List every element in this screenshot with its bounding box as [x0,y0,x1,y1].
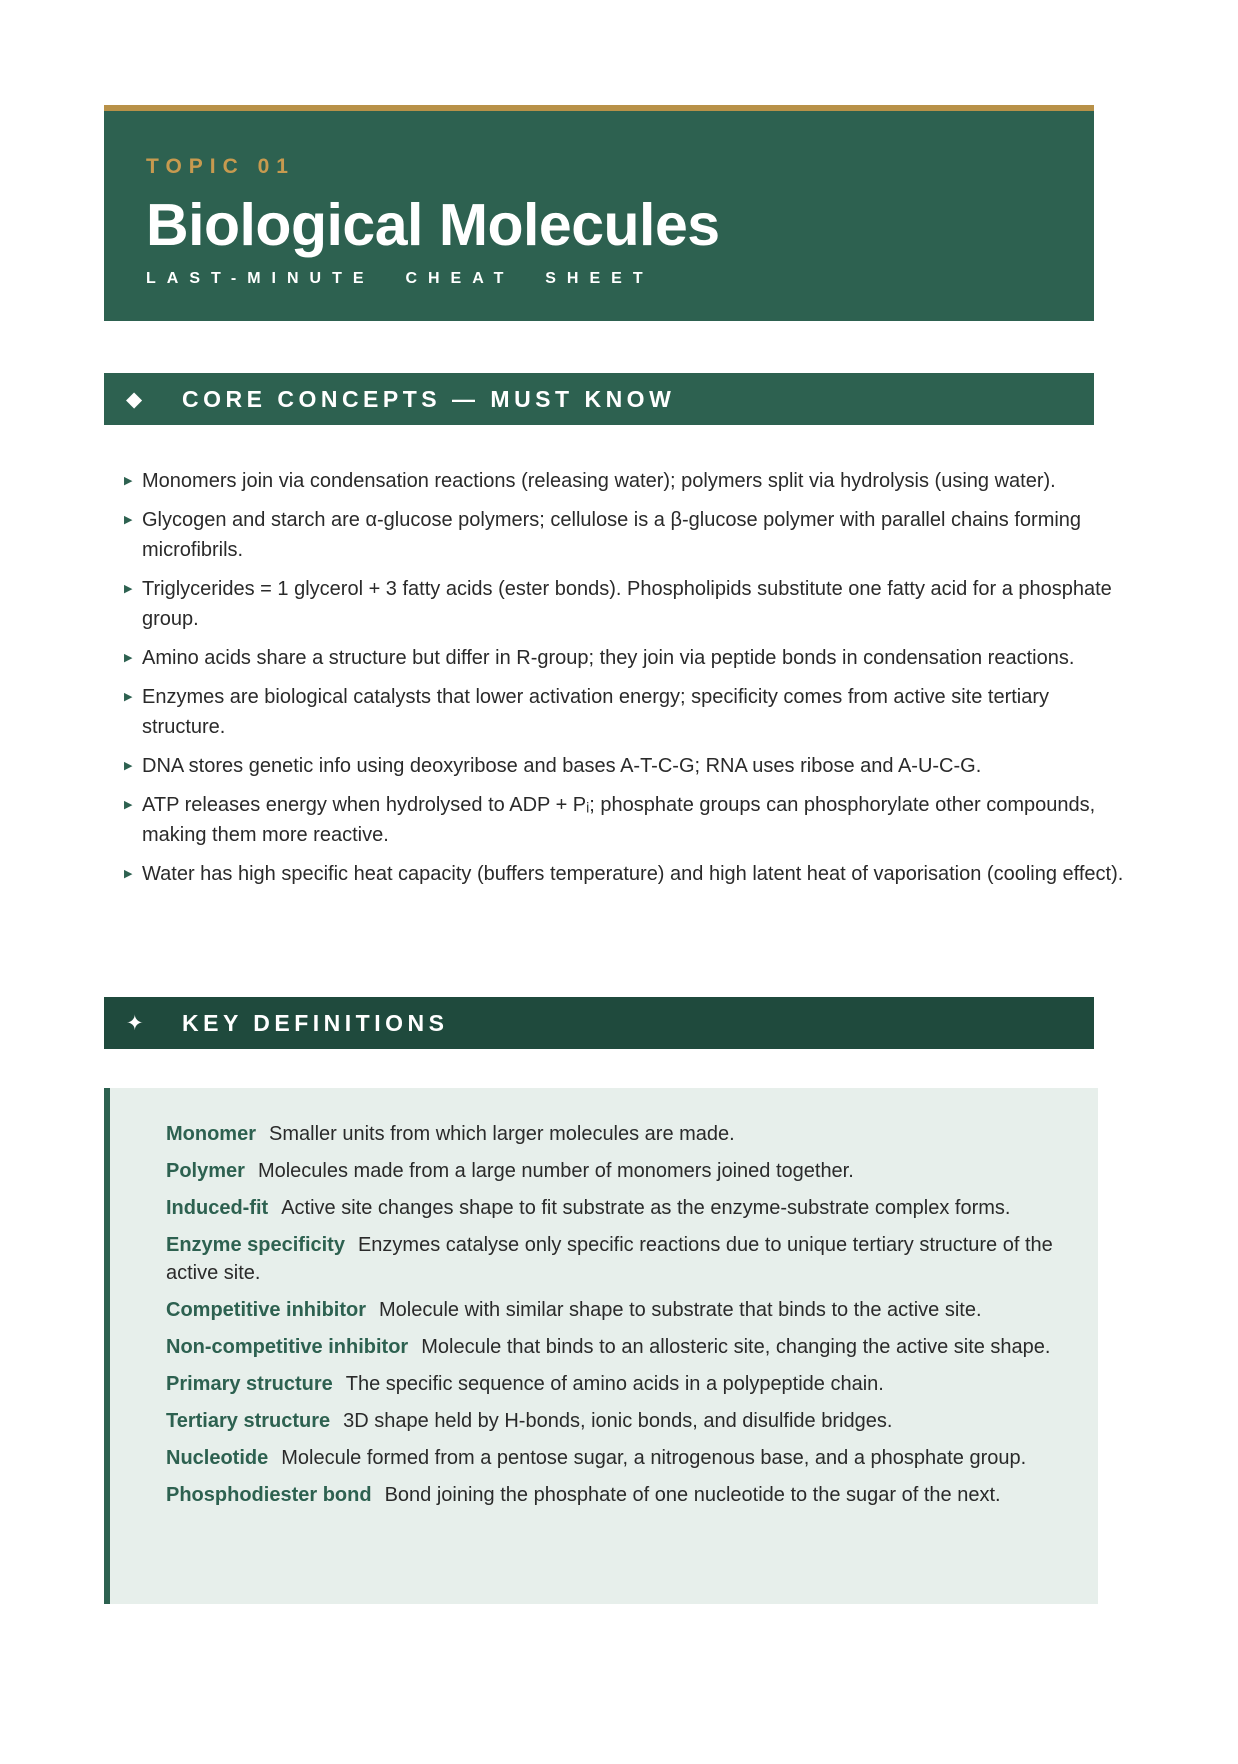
definition-text: Molecule that binds to an allosteric site, changing the active site shape. [421,1336,1051,1358]
definitions-list [166,1120,1066,1518]
definition-item [166,1370,1066,1398]
diamond-icon: ◆ [126,387,143,411]
concept-text: DNA stores genetic info using deoxyribose and bases A-T-C-G; RNA uses ribose and A-U-C-G. [142,755,982,777]
triangle-bullet-icon: ▶ [124,798,133,811]
definition-text: Molecules made from a large number of monomers joined together. [257,1160,854,1182]
definition-item [166,1481,1066,1509]
page-subtitle: LAST-MINUTE CHEAT SHEET [146,270,654,287]
concept-item [120,643,1130,673]
definition-text: Smaller units from which larger molecules are made. [269,1123,735,1145]
definition-term: Induced-fit [166,1197,269,1219]
triangle-bullet-icon: ▶ [124,651,133,664]
definition-text: Molecule formed from a pentose sugar, a nitrogenous base, and a phosphate group. [281,1447,1027,1469]
concept-text: Monomers join via condensation reactions (releasing water); polymers split via hydrolysis (using water). [142,470,1056,492]
definition-term: Competitive inhibitor [166,1299,366,1321]
concept-item [120,505,1130,565]
triangle-bullet-icon: ▶ [124,474,133,487]
definition-text: Molecule with similar shape to substrate that binds to the active site. [379,1299,982,1321]
definition-text: Active site changes shape to fit substrate as the enzyme-substrate complex forms. [281,1197,1011,1219]
definition-term: Enzyme specificity [166,1234,345,1256]
triangle-bullet-icon: ▶ [124,759,133,772]
concept-item [120,574,1130,634]
triangle-bullet-icon: ▶ [124,867,133,880]
concept-text: Triglycerides = 1 glycerol + 3 fatty acids (ester bonds). Phospholipids substitute one fatty acid for a phosphate group. [142,578,1112,630]
concept-item [120,682,1130,742]
definitions-panel [104,1088,1098,1604]
definition-item [166,1157,1066,1185]
core-concepts-list [120,466,1130,898]
concept-text: Enzymes are biological catalysts that lower activation energy; specificity comes from active site tertiary structure. [142,686,1050,738]
definition-item [166,1120,1066,1148]
topic-label: TOPIC 01 [146,155,295,178]
triangle-bullet-icon: ▶ [124,582,133,595]
key-definitions-title: KEY DEFINITIONS [182,1010,449,1036]
definition-term: Primary structure [166,1373,333,1395]
definition-text: The specific sequence of amino acids in a polypeptide chain. [345,1373,884,1395]
concept-item [120,859,1130,889]
definition-item [166,1444,1066,1472]
definition-term: Nucleotide [166,1447,269,1469]
core-concepts-title: CORE CONCEPTS — MUST KNOW [182,386,676,412]
definition-item [166,1231,1066,1287]
core-concepts-header [104,373,1094,425]
definition-item [166,1407,1066,1435]
concept-text: Water has high specific heat capacity (buffers temperature) and high latent heat of vaporisation (cooling effect). [142,863,1124,885]
definition-term: Phosphodiester bond [166,1484,372,1506]
definition-item [166,1194,1066,1222]
definition-item [166,1296,1066,1324]
definition-term: Monomer [166,1123,256,1145]
title-banner [104,105,1094,321]
definition-term: Tertiary structure [166,1410,331,1432]
key-definitions-header [104,997,1094,1049]
concept-text: ATP releases energy when hydrolysed to ADP + Pᵢ; phosphate groups can phosphorylate other compounds, making them more reactive. [142,794,1096,846]
sparkle-icon: ✦ [126,1011,144,1035]
concept-item [120,751,1130,781]
concept-item [120,466,1130,496]
triangle-bullet-icon: ▶ [124,690,133,703]
definition-text: Bond joining the phosphate of one nucleotide to the sugar of the next. [384,1484,1001,1506]
concept-item [120,790,1130,850]
definition-item [166,1333,1066,1361]
page-title: Biological Molecules [146,192,720,258]
definition-term: Non-competitive inhibitor [166,1336,409,1358]
definition-text: 3D shape held by H-bonds, ionic bonds, and disulfide bridges. [343,1410,893,1432]
definition-term: Polymer [166,1160,245,1182]
concept-text: Amino acids share a structure but differ in R-group; they join via peptide bonds in condensation reactions. [142,647,1075,669]
triangle-bullet-icon: ▶ [124,513,133,526]
concept-text: Glycogen and starch are α-glucose polymers; cellulose is a β-glucose polymer with parallel chains forming microfibrils. [142,509,1082,561]
definition-text: Enzymes catalyse only specific reactions due to unique tertiary structure of the active site. [166,1234,1053,1284]
